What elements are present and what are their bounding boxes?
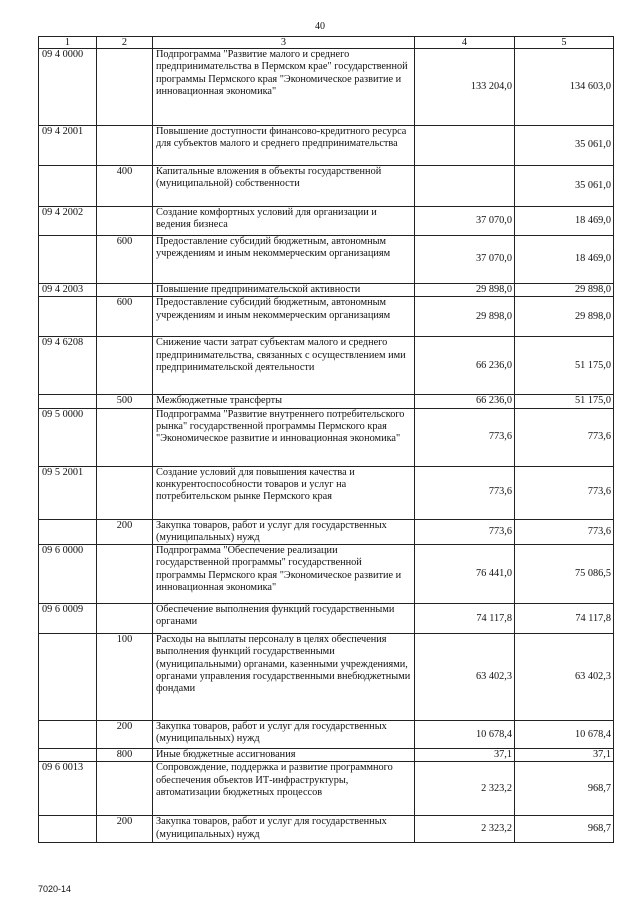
table-row — [39, 207, 614, 236]
row-code — [39, 721, 97, 749]
row-value-col5: 773,6 — [515, 408, 614, 466]
row-name: Межбюджетные трансферты — [153, 395, 415, 408]
table-row — [39, 634, 614, 721]
header-row — [39, 37, 614, 49]
row-expense-type — [97, 284, 153, 297]
row-name: Предоставление субсидий бюджетным, автономным учреждениям и иным некоммерческим организациям — [153, 297, 415, 337]
row-value-col5: 773,6 — [515, 519, 614, 545]
row-code: 09 6 0009 — [39, 604, 97, 634]
row-value-col5: 29 898,0 — [515, 284, 614, 297]
row-code — [39, 816, 97, 843]
row-value-col4: 773,6 — [415, 519, 515, 545]
table-row — [39, 395, 614, 408]
row-expense-type: 100 — [97, 634, 153, 721]
row-code: 09 4 2003 — [39, 284, 97, 297]
row-value-col5: 51 175,0 — [515, 395, 614, 408]
row-value-col5: 35 061,0 — [515, 166, 614, 207]
row-expense-type: 600 — [97, 236, 153, 284]
row-name: Повышение предпринимательской активности — [153, 284, 415, 297]
row-value-col4: 2 323,2 — [415, 762, 515, 816]
row-expense-type — [97, 207, 153, 236]
table-row — [39, 49, 614, 126]
table-row — [39, 816, 614, 843]
row-value-col4: 63 402,3 — [415, 634, 515, 721]
row-expense-type: 200 — [97, 721, 153, 749]
row-code: 09 6 0013 — [39, 762, 97, 816]
row-value-col4: 37,1 — [415, 749, 515, 762]
row-value-col4: 37 070,0 — [415, 207, 515, 236]
row-name: Подпрограмма "Развитие малого и среднего предпринимательства в Пермском крае" государственной программы Пермского края "Экономическое развитие и инновационная экономика" — [153, 49, 415, 126]
row-value-col4: 66 236,0 — [415, 395, 515, 408]
header-col-5: 5 — [515, 37, 614, 49]
table-row — [39, 466, 614, 519]
row-value-col5: 968,7 — [515, 816, 614, 843]
row-value-col5: 63 402,3 — [515, 634, 614, 721]
row-value-col5: 18 469,0 — [515, 236, 614, 284]
table-row — [39, 408, 614, 466]
row-code — [39, 519, 97, 545]
table-row — [39, 337, 614, 395]
row-code: 09 4 0000 — [39, 49, 97, 126]
row-value-col4: 773,6 — [415, 408, 515, 466]
row-name: Подпрограмма "Развитие внутреннего потребительского рынка" государственной программы Пермского края "Экономическое развитие и инновационная экономика" — [153, 408, 415, 466]
table-row — [39, 236, 614, 284]
row-expense-type — [97, 49, 153, 126]
row-code — [39, 297, 97, 337]
row-code — [39, 395, 97, 408]
row-value-col5: 75 086,5 — [515, 545, 614, 604]
table-row — [39, 604, 614, 634]
row-expense-type — [97, 337, 153, 395]
row-expense-type — [97, 762, 153, 816]
row-expense-type — [97, 545, 153, 604]
table-row — [39, 284, 614, 297]
table-row — [39, 166, 614, 207]
row-expense-type — [97, 408, 153, 466]
row-value-col5: 51 175,0 — [515, 337, 614, 395]
row-value-col4: 773,6 — [415, 466, 515, 519]
row-value-col5: 968,7 — [515, 762, 614, 816]
row-code: 09 6 0000 — [39, 545, 97, 604]
row-name: Сопровождение, поддержка и развитие программного обеспечения объектов ИТ-инфраструктуры, автоматизации бюджетных процессов — [153, 762, 415, 816]
row-code: 09 4 2001 — [39, 126, 97, 166]
row-name: Капитальные вложения в объекты государственной (муниципальной) собственности — [153, 166, 415, 207]
header-col-2: 2 — [97, 37, 153, 49]
row-name: Повышение доступности финансово-кредитного ресурса для субъектов малого и среднего предпринимательства — [153, 126, 415, 166]
row-value-col5: 134 603,0 — [515, 49, 614, 126]
row-expense-type: 600 — [97, 297, 153, 337]
row-value-col4: 29 898,0 — [415, 284, 515, 297]
row-name: Создание условий для повышения качества и конкурентоспособности товаров и услуг на потребительском рынке Пермского края — [153, 466, 415, 519]
row-code — [39, 634, 97, 721]
row-value-col5: 29 898,0 — [515, 297, 614, 337]
table-row — [39, 762, 614, 816]
row-value-col4 — [415, 126, 515, 166]
row-value-col4: 2 323,2 — [415, 816, 515, 843]
row-expense-type: 200 — [97, 816, 153, 843]
row-name: Закупка товаров, работ и услуг для государственных (муниципальных) нужд — [153, 721, 415, 749]
row-expense-type — [97, 126, 153, 166]
row-name: Создание комфортных условий для организации и ведения бизнеса — [153, 207, 415, 236]
row-expense-type — [97, 604, 153, 634]
row-expense-type — [97, 466, 153, 519]
row-code — [39, 236, 97, 284]
row-value-col5: 74 117,8 — [515, 604, 614, 634]
row-value-col4: 29 898,0 — [415, 297, 515, 337]
table-row — [39, 297, 614, 337]
budget-table — [38, 36, 614, 843]
row-value-col5: 37,1 — [515, 749, 614, 762]
row-code: 09 5 2001 — [39, 466, 97, 519]
row-code — [39, 749, 97, 762]
row-name: Обеспечение выполнения функций государственными органами — [153, 604, 415, 634]
page-number: 40 — [315, 21, 325, 32]
row-name: Закупка товаров, работ и услуг для государственных (муниципальных) нужд — [153, 519, 415, 545]
table-row — [39, 749, 614, 762]
row-value-col5: 10 678,4 — [515, 721, 614, 749]
row-value-col4 — [415, 166, 515, 207]
row-value-col5: 35 061,0 — [515, 126, 614, 166]
row-value-col5: 773,6 — [515, 466, 614, 519]
table-row — [39, 721, 614, 749]
row-code — [39, 166, 97, 207]
row-name: Подпрограмма "Обеспечение реализации государственной программы" государственной программы Пермского края "Экономическое развитие и инновационная экономика" — [153, 545, 415, 604]
header-col-3: 3 — [153, 37, 415, 49]
header-col-1: 1 — [39, 37, 97, 49]
row-name: Расходы на выплаты персоналу в целях обеспечения выполнения функций государственными (муниципальными) органами, казенными учреждениями, органами управления государственными внебюджетными фондами — [153, 634, 415, 721]
row-name: Снижение части затрат субъектам малого и среднего предпринимательства, связанных с осуществлением ими предпринимательской деятельности — [153, 337, 415, 395]
footer-code: 7020-14 — [38, 884, 72, 894]
table-row — [39, 545, 614, 604]
row-expense-type: 800 — [97, 749, 153, 762]
table-row — [39, 519, 614, 545]
row-value-col5: 18 469,0 — [515, 207, 614, 236]
row-value-col4: 133 204,0 — [415, 49, 515, 126]
table-row — [39, 126, 614, 166]
row-name: Закупка товаров, работ и услуг для государственных (муниципальных) нужд — [153, 816, 415, 843]
row-expense-type: 500 — [97, 395, 153, 408]
row-expense-type: 200 — [97, 519, 153, 545]
row-value-col4: 37 070,0 — [415, 236, 515, 284]
row-value-col4: 76 441,0 — [415, 545, 515, 604]
row-expense-type: 400 — [97, 166, 153, 207]
row-value-col4: 66 236,0 — [415, 337, 515, 395]
row-code: 09 5 0000 — [39, 408, 97, 466]
header-col-4: 4 — [415, 37, 515, 49]
row-code: 09 4 6208 — [39, 337, 97, 395]
row-value-col4: 10 678,4 — [415, 721, 515, 749]
row-value-col4: 74 117,8 — [415, 604, 515, 634]
row-name: Предоставление субсидий бюджетным, автономным учреждениям и иным некоммерческим организациям — [153, 236, 415, 284]
row-code: 09 4 2002 — [39, 207, 97, 236]
row-name: Иные бюджетные ассигнования — [153, 749, 415, 762]
